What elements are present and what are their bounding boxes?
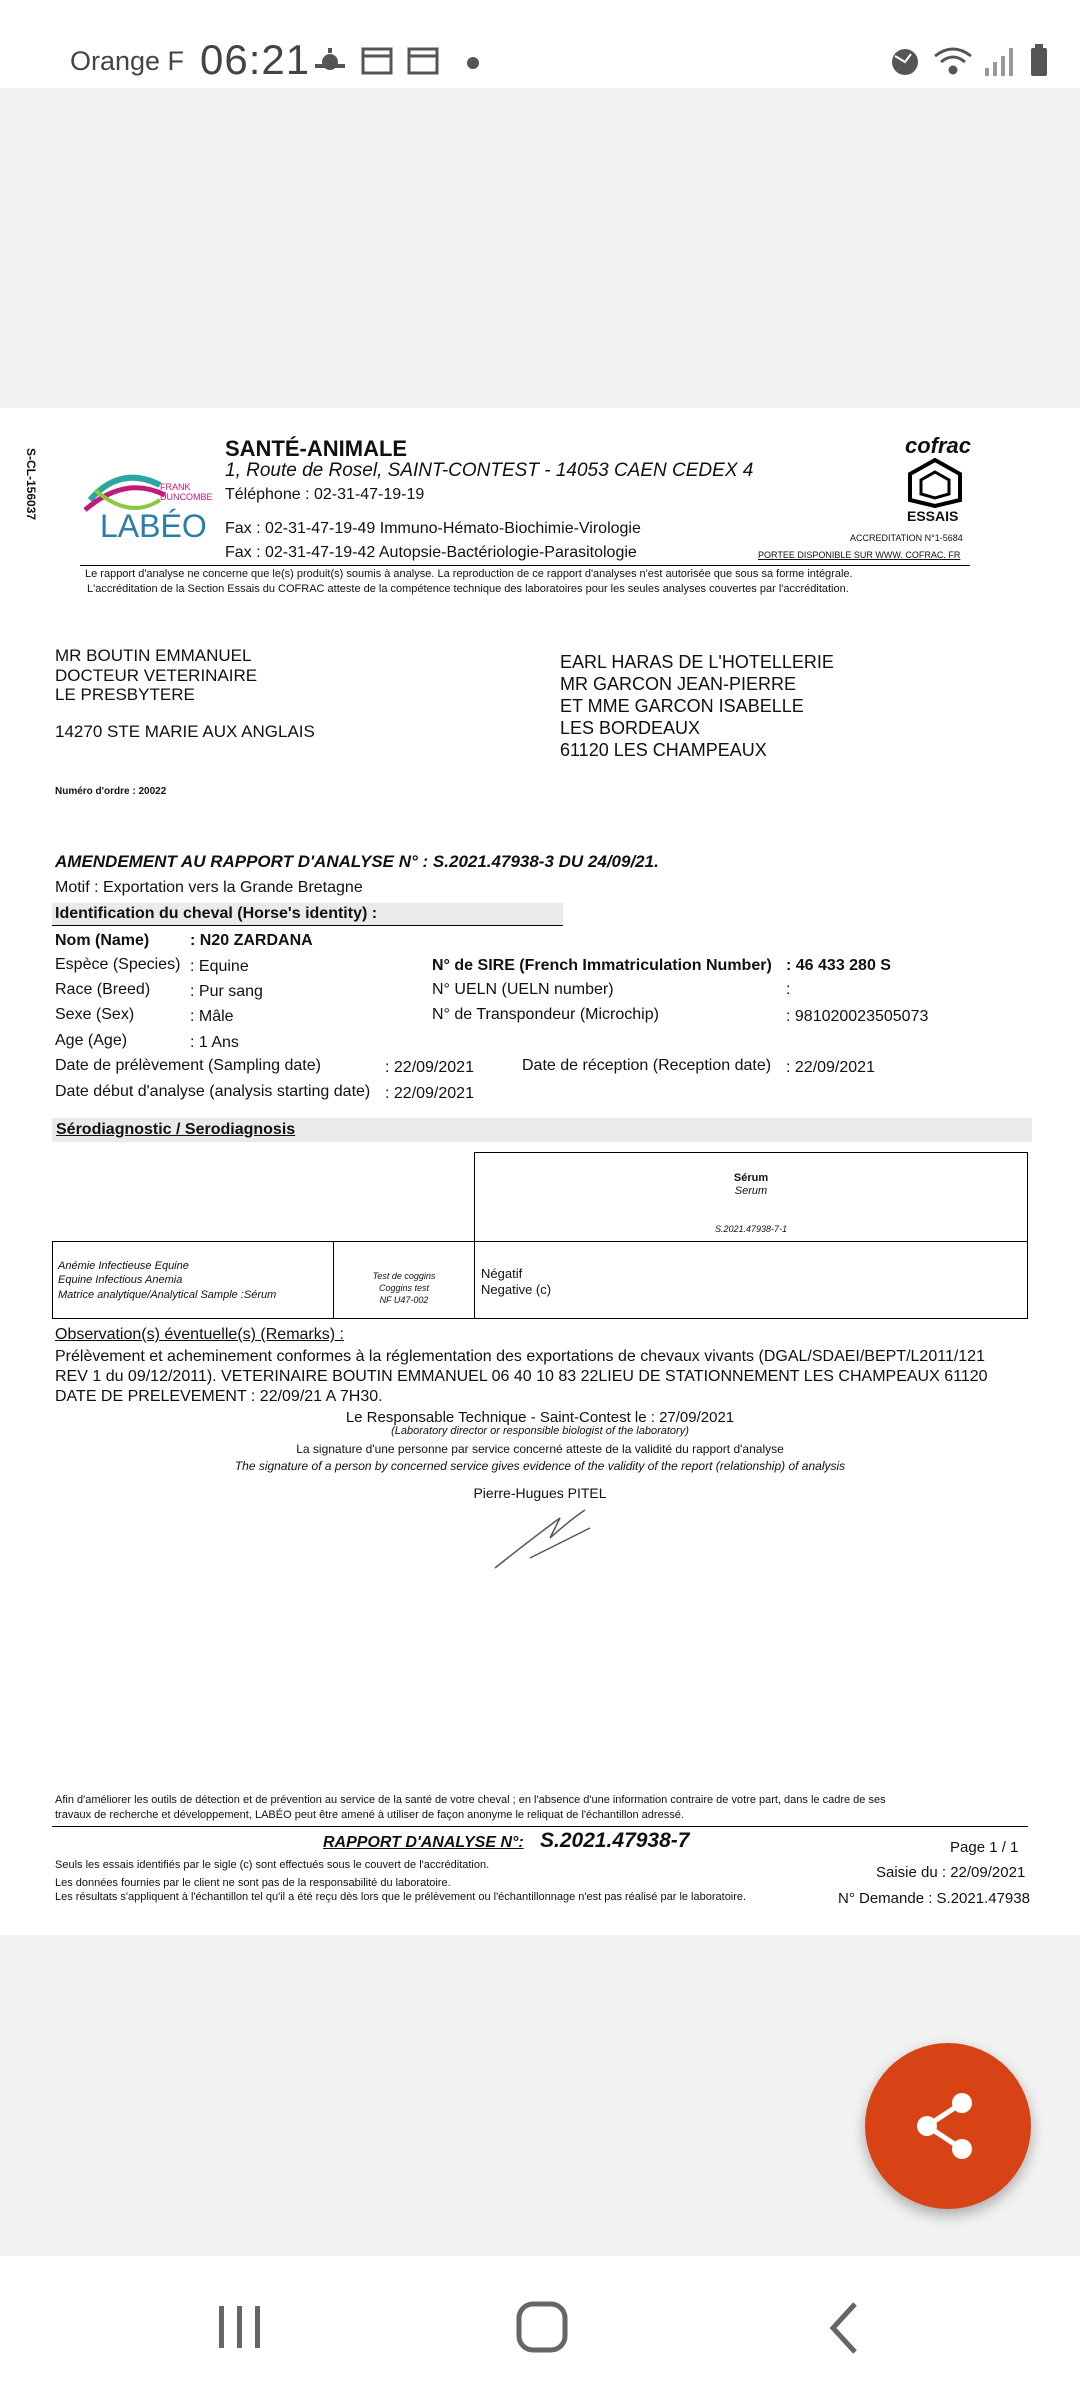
responsable: Le Responsable Technique - Saint-Contest le : 27/09/2021: [345, 1409, 735, 1426]
notice-2: L'accréditation de la Section Essais du COFRAC atteste de la compétence technique des laboratoires pour les seules analyses couvertes par l'accréditation.: [87, 583, 849, 595]
remarks-line3: DATE DE PRELEVEMENT : 22/09/21 A 7H30.: [55, 1388, 383, 1405]
dot-icon: [467, 57, 479, 69]
motif: Motif : Exportation vers la Grande Bretagne: [55, 879, 363, 896]
footer-note2: Les données fournies par le client ne sont pas de la responsabilité du laboratoire.: [55, 1877, 451, 1889]
sex-label: Sexe (Sex): [55, 1006, 135, 1023]
analysis-line3: Matrice analytique/Analytical Sample :Sérum: [58, 1289, 277, 1301]
start-date-value: : 22/09/2021: [385, 1085, 474, 1102]
recipient-line3: LE PRESBYTERE: [55, 685, 195, 704]
table-row: [52, 1241, 1028, 1319]
age-value: : 1 Ans: [190, 1034, 239, 1051]
carrier-label: Orange F: [70, 46, 185, 76]
cofrac-hex-icon: [905, 458, 965, 508]
lab-fax2: Fax : 02-31-47-19-42 Autopsie-Bactériologie-Parasitologie: [225, 544, 637, 561]
document-page[interactable]: [0, 408, 1080, 1935]
signal-icon: [985, 48, 1013, 76]
recipient-line1: MR BOUTIN EMMANUEL: [55, 646, 252, 665]
serodiag-title: Sérodiagnostic / Serodiagnosis: [52, 1118, 1032, 1142]
back-icon[interactable]: [825, 2300, 865, 2356]
viewer-background: [0, 88, 1080, 408]
result-line2: Negative (c): [481, 1282, 552, 1297]
owner-line5: 61120 LES CHAMPEAUX: [560, 740, 767, 760]
reception-date-value: : 22/09/2021: [786, 1059, 875, 1076]
horse-name-value: : N20 ZARDANA: [190, 932, 313, 949]
footer-saisie: Saisie du : 22/09/2021: [876, 1864, 1026, 1881]
horse-name-label: Nom (Name): [55, 932, 150, 949]
vertical-code: S-CL-156037: [24, 448, 38, 521]
sample-id: S.2021.47938-7-1: [714, 1224, 788, 1234]
lab-name: SANTÉ-ANIMALE: [225, 436, 408, 461]
clock: 06:21: [200, 36, 311, 83]
labeo-logo: [80, 460, 213, 544]
method-line1: Test de coggins: [372, 1271, 436, 1281]
footer-improve2: travaux de recherche et développement, LABÉO peut être amené à utiliser de façon anonyme le reliquat de l'échantillon adressé.: [55, 1809, 684, 1821]
result-line1: Négatif: [481, 1266, 523, 1281]
species-label: Espèce (Species): [55, 956, 181, 973]
logo-brand: LABÉO: [100, 508, 207, 544]
cofrac-logo: cofrac: [905, 433, 972, 458]
lab-phone: Téléphone : 02-31-47-19-19: [225, 486, 425, 503]
amendment-title: AMENDEMENT AU RAPPORT D'ANALYSE N° : S.2021.47938-3 DU 24/09/21.: [55, 852, 659, 871]
order-number: Numéro d'ordre : 20022: [55, 786, 167, 797]
signature-icon: [490, 1500, 600, 1575]
responsable-en: (Laboratory director or responsible biologist of the laboratory): [391, 1425, 689, 1437]
logo-sub1: FRANK: [160, 482, 191, 492]
cofrac-essais: ESSAIS: [907, 508, 959, 524]
validity-fr: La signature d'une personne par service concerné atteste de la validité du rapport d'analyse: [296, 1442, 784, 1456]
owner-line3: ET MME GARCON ISABELLE: [560, 696, 804, 716]
ueln-value: :: [786, 981, 791, 998]
reception-date-label: Date de réception (Reception date): [522, 1057, 772, 1074]
sire-value: : 46 433 280 S: [786, 957, 891, 974]
calendar-icon: [409, 49, 437, 73]
system-icons: [885, 42, 1055, 78]
footer-demande: N° Demande : S.2021.47938: [838, 1890, 1030, 1907]
footer-note1: Seuls les essais identifiés par le sigle (c) sont effectués sous le couvert de l'accréditation.: [55, 1859, 490, 1871]
remarks-line2: REV 1 du 09/12/2011). VETERINAIRE BOUTIN EMMANUEL 06 40 10 83 22LIEU DE STATIONNEMENT LES CHAMPEAUX 61120: [55, 1368, 988, 1385]
portee-link[interactable]: PORTEE DISPONIBLE SUR WWW. COFRAC. FR: [758, 550, 961, 560]
notification-icons: [313, 46, 493, 76]
accreditation-number: ACCREDITATION N°1-5684: [850, 533, 963, 543]
age-label: Age (Age): [55, 1032, 128, 1049]
method-line2: Coggins test: [378, 1283, 430, 1293]
footer-report-number: S.2021.47938-7: [540, 1829, 690, 1852]
footer-note3: Les résultats s'appliquent à l'échantillon tel qu'il a été reçu dès lors que le prélèvement ou l'échantillonnage n'est pas réalisé par le laboratoire.: [55, 1891, 747, 1903]
recipient-line4: 14270 STE MARIE AUX ANGLAIS: [55, 722, 315, 741]
sampling-date-value: : 22/09/2021: [385, 1059, 474, 1076]
table-header-main: Sérum: [733, 1172, 769, 1184]
share-icon: [865, 2043, 1031, 2209]
signer-name: Pierre-Hugues PITEL: [473, 1485, 607, 1501]
method-line3: NF U47-002: [379, 1295, 429, 1305]
remarks-title: Observation(s) éventuelle(s) (Remarks) :: [55, 1326, 344, 1343]
home-icon[interactable]: [515, 2300, 569, 2354]
owner-line2: MR GARCON JEAN-PIERRE: [560, 674, 797, 694]
table-header-sub: Serum: [734, 1185, 768, 1197]
recent-apps-icon[interactable]: [215, 2302, 265, 2352]
horse-section-title: Identification du cheval (Horse's identity) :: [52, 903, 563, 926]
recipient-line2: DOCTEUR VETERINAIRE: [55, 666, 258, 685]
sampling-date-label: Date de prélèvement (Sampling date): [55, 1057, 321, 1074]
owner-line1: EARL HARAS DE L'HOTELLERIE: [560, 652, 834, 672]
calendar-icon: [363, 49, 391, 73]
notice-1: Le rapport d'analyse ne concerne que le(s) produit(s) soumis à analyse. La reproduction de ce rapport d'analyses n'est autorisée que sous sa forme intégrale.: [85, 568, 853, 580]
weather-icon: [315, 48, 345, 70]
wifi-icon: [935, 49, 971, 73]
status-bar: [0, 0, 1080, 88]
footer-page: Page 1 / 1: [950, 1839, 1019, 1856]
analysis-line2: Equine Infectious Anemia: [58, 1274, 183, 1286]
navigation-bar: [0, 2256, 1080, 2400]
share-button[interactable]: [865, 2043, 1031, 2209]
owner-line4: LES BORDEAUX: [560, 718, 701, 738]
analysis-line1: Anémie Infectieuse Equine: [58, 1260, 189, 1272]
transponder-value: : 981020023505073: [786, 1008, 929, 1025]
sex-value: : Mâle: [190, 1008, 234, 1025]
start-date-label: Date début d'analyse (analysis starting date): [55, 1083, 371, 1100]
footer-improve1: Afin d'améliorer les outils de détection et de prévention au service de la santé de votre cheval ; en l'absence d'une information contraire de votre part, dans le cadre de ses: [55, 1794, 886, 1806]
logo-sub2: DUNCOMBE: [160, 492, 213, 502]
lab-address: 1, Route de Rosel, SAINT-CONTEST - 14053 CAEN CEDEX 4: [225, 460, 754, 481]
transponder-label: N° de Transpondeur (Microchip): [432, 1006, 659, 1023]
lab-fax1: Fax : 02-31-47-19-49 Immuno-Hémato-Biochimie-Virologie: [225, 520, 641, 537]
ueln-label: N° UELN (UELN number): [432, 981, 614, 998]
remarks-line1: Prélèvement et acheminement conformes à la réglementation des exportations de chevaux vivants (DGAL/SDAEI/BEPT/L2011/121: [55, 1348, 985, 1365]
validity-en: The signature of a person by concerned service gives evidence of the validity of the report (relationship) of analysis: [234, 1459, 846, 1473]
footer-report-label: RAPPORT D'ANALYSE N°:: [323, 1834, 524, 1851]
battery-icon: [1031, 44, 1047, 76]
sire-label: N° de SIRE (French Immatriculation Number): [432, 957, 772, 974]
alarm-icon: [892, 49, 918, 75]
species-value: : Equine: [190, 958, 249, 975]
breed-label: Race (Breed): [55, 981, 151, 998]
breed-value: : Pur sang: [190, 983, 263, 1000]
